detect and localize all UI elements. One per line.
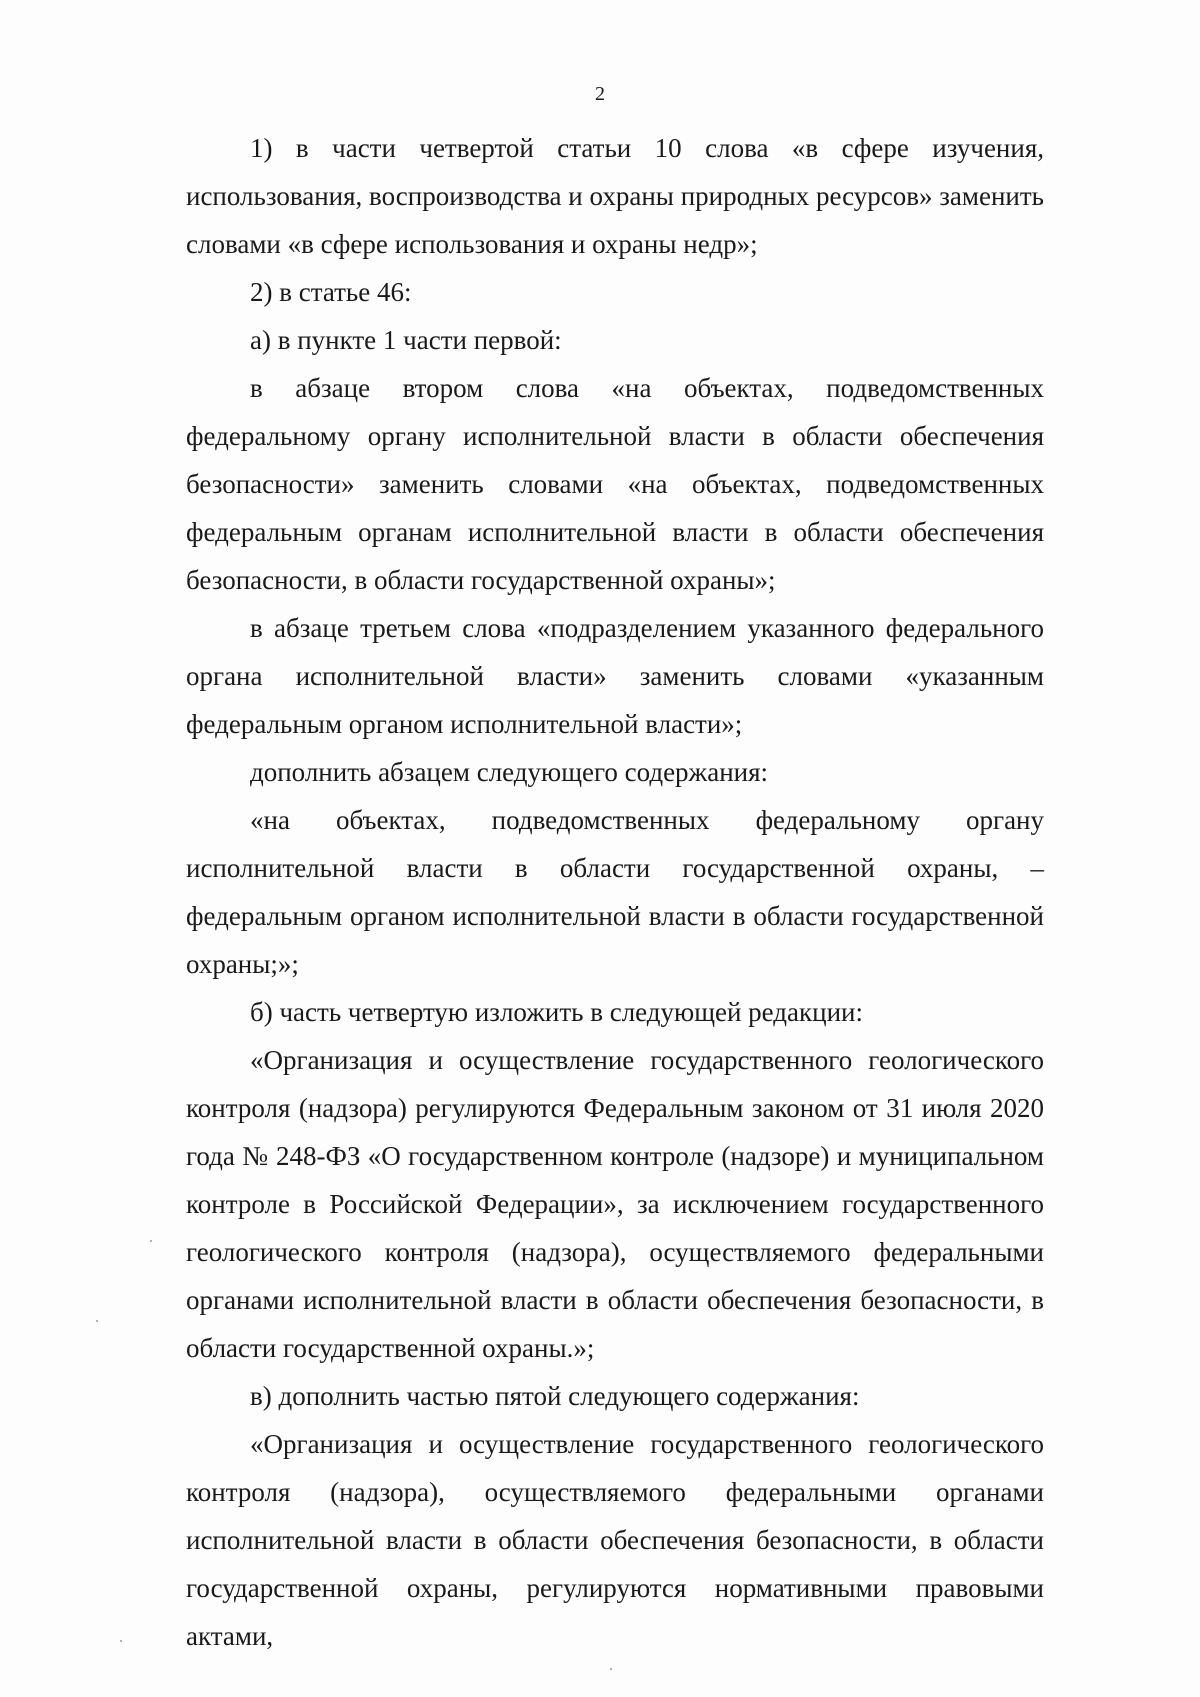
paragraph-item-2a: а) в пункте 1 части первой: — [250, 325, 562, 355]
scan-speck — [96, 1320, 98, 1322]
page-number: 2 — [595, 83, 605, 105]
paragraph-quote-part-five: «Организация и осуществление государственного геологического контроля (надзора), осуществляемого федеральными органами исполнительной власти в области обеспечения безопасности, в области государственной охраны, регулируются нормативными правовыми актами, — [186, 1429, 1044, 1651]
paragraph-abzac-third: в абзаце третьем слова «подразделением указанного федерального органа исполнительной власти» заменить словами «указанным федеральным органом исполнительной власти»; — [186, 613, 1044, 739]
document-body — [186, 124, 1044, 1660]
paragraph-abzac-second: в абзаце втором слова «на объектах, подведомственных федеральному органу исполнительной власти в области обеспечения безопасности» заменить словами «на объектах, подведомственных федеральным органам исполнительной власти в области обеспечения безопасности, в области государственной охраны»; — [186, 373, 1044, 595]
scan-speck — [150, 1240, 152, 1242]
paragraph-item-2b: б) часть четвертую изложить в следующей редакции: — [250, 997, 863, 1027]
paragraph-item-2: 2) в статье 46: — [250, 277, 412, 307]
scan-speck — [120, 1640, 122, 1642]
scan-speck — [610, 1668, 612, 1670]
paragraph-add-abzac: дополнить абзацем следующего содержания: — [250, 757, 769, 787]
paragraph-quote-objects: «на объектах, подведомственных федеральному органу исполнительной власти в области государственной охраны, – федеральным органом исполнительной власти в области государственной охраны;»; — [186, 805, 1044, 979]
paragraph-item-2v: в) дополнить частью пятой следующего содержания: — [250, 1381, 860, 1411]
paragraph-quote-part-four: «Организация и осуществление государственного геологического контроля (надзора) регулируются Федеральным законом от 31 июля 2020 года № 248-ФЗ «О государственном контроле (надзоре) и муниципальном контроле в Российской Федерации», за исключением государственного геологического контроля (надзора), осуществляемого федеральными органами исполнительной власти в области обеспечения безопасности, в области государственной охраны.»; — [186, 1045, 1044, 1363]
paragraph-item-1: 1) в части четвертой статьи 10 слова «в сфере изучения, использования, воспроизводства и охраны природных ресурсов» заменить словами «в сфере использования и охраны недр»; — [186, 133, 1044, 259]
